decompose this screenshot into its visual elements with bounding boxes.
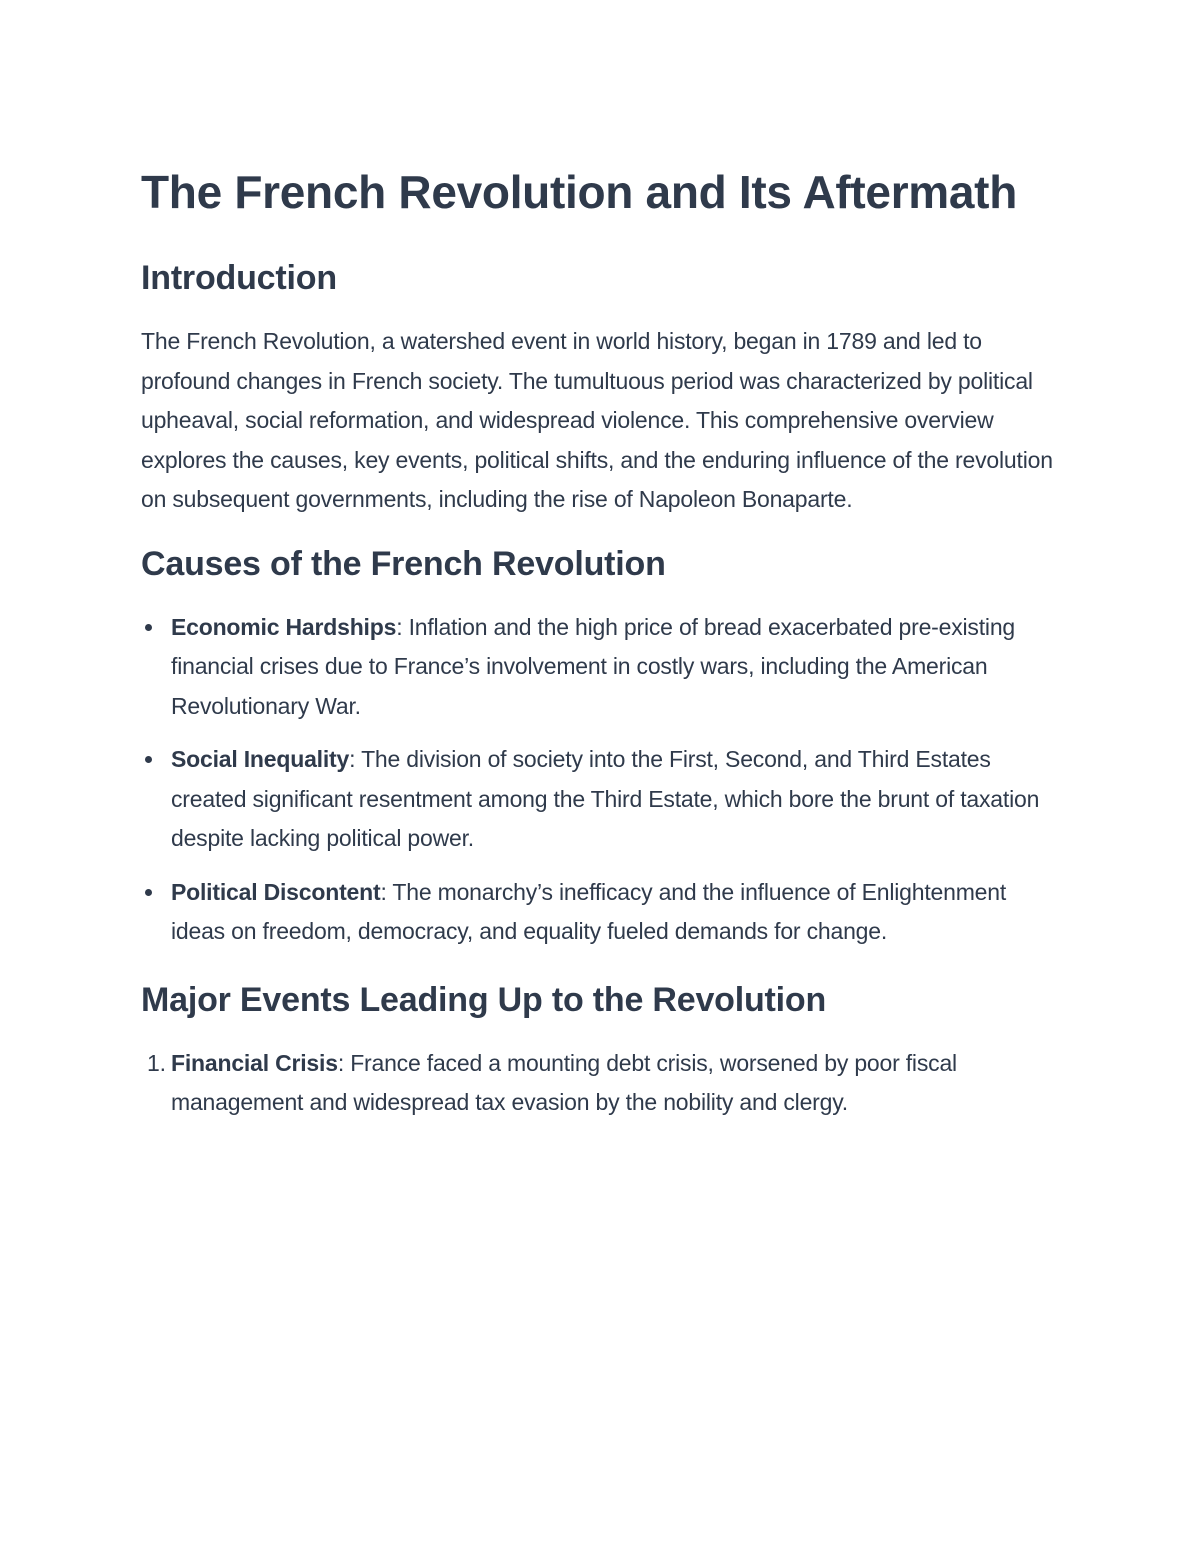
- list-item-term: Political Discontent: [171, 878, 381, 905]
- causes-list: [141, 608, 1061, 952]
- list-item-term: Financial Crisis: [171, 1049, 338, 1076]
- introduction-heading: Introduction: [141, 259, 337, 297]
- list-number: 1.: [147, 1049, 166, 1076]
- list-item: [141, 873, 1061, 952]
- events-heading: Major Events Leading Up to the Revolution: [141, 980, 827, 1019]
- list-item-term: Economic Hardships: [171, 613, 397, 640]
- list-item-term: Social Inequality: [171, 746, 350, 772]
- introduction-paragraph: The French Revolution, a watershed event in world history, began in 1789 and led to profound changes in French society. The tumultuous period was characterized by political upheaval, social reformation, and widespread violence. This comprehensive overview explores the causes, key events, political shifts, and the enduring influence of the revolution on subsequent governments, including the rise of Napoleon Bonaparte.: [141, 328, 1053, 512]
- document-title: The French Revolution and Its Aftermath: [141, 166, 1018, 218]
- list-item-text: : Inflation and the high price of bread exacerbated pre-existing financial crises due to France’s involvement in costly wars, including the American Revolutionary War.: [171, 613, 1016, 719]
- bullet-icon: [145, 889, 152, 896]
- events-list: [141, 1044, 1061, 1123]
- list-item-text: : The monarchy’s inefficacy and the influence of Enlightenment ideas on freedom, democracy, and equality fueled demands for change.: [171, 878, 1007, 944]
- list-item-text: : France faced a mounting debt crisis, worsened by poor fiscal management and widespread tax evasion by the nobility and clergy.: [171, 1049, 957, 1115]
- document-page: [141, 160, 1061, 1137]
- bullet-icon: [145, 756, 152, 763]
- list-item-text: : The division of society into the First, Second, and Third Estates created significant resentment among the Third Estate, which bore the brunt of taxation despite lacking political power.: [171, 746, 1040, 851]
- list-item: [141, 740, 1061, 859]
- causes-heading: Causes of the French Revolution: [141, 544, 666, 583]
- list-item: [141, 608, 1061, 727]
- list-item: [141, 1044, 1061, 1123]
- bullet-icon: [145, 624, 152, 631]
